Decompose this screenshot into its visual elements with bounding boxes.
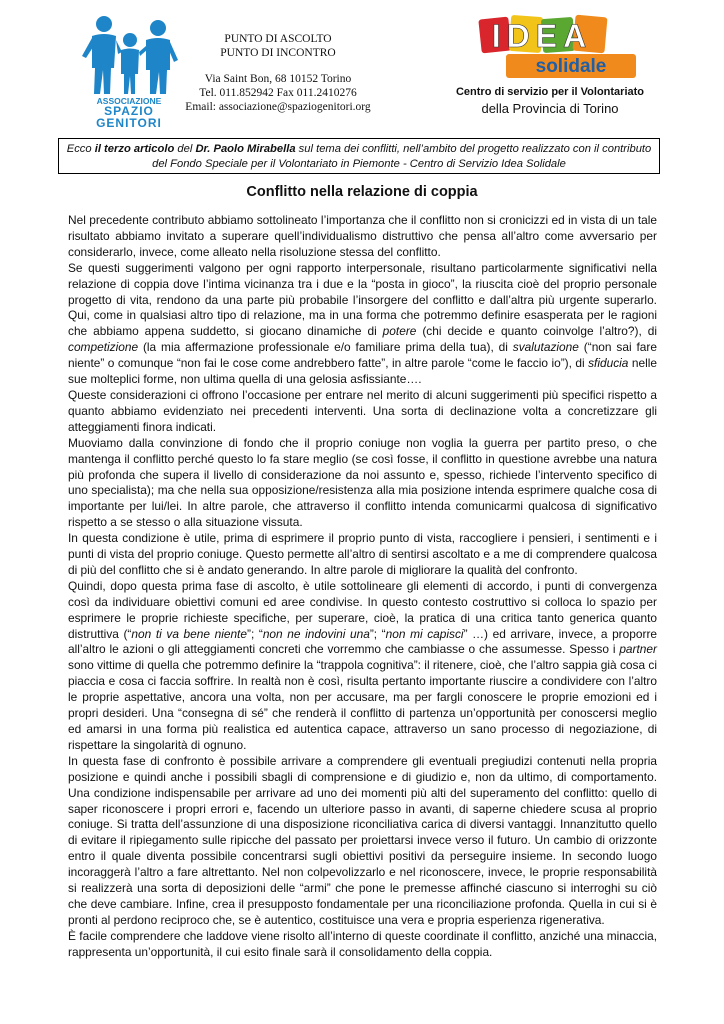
header-centro-servizio: Centro di servizio per il Volontariato <box>455 86 645 98</box>
logo-text-idea: IDEA <box>491 18 593 54</box>
header-line-ascolto: PUNTO DI ASCOLTO <box>224 33 332 45</box>
paragraph-2: Se questi suggerimenti valgono per ogni rapporto interpersonale, risultano particolarmente significativi nella relazione di coppia dove l’intima vicinanza tra i due e la “posta in gioco”, la riuscita cioè del proprio personale progetto di vita, rendono da una parte più probabile l’insorgere del conflitto e dall’altra più urgente superarlo. Qui, come in qualsiasi altro tipo di relazione, ma in una forma che potremmo definire esasperata per le ragioni che abbiamo appena suddetto, si giocano dinamiche di potere (chi decide e quanto coinvolge l’altro?), di competizione (la mia affermazione professionale e/o familiare prima della tua), di svalutazione (“non sai fare niente” o comunque “non fai le cose come andrebbero fatte”, in altre parole “come le faccio io”), di sfiducia nelle sue molteplici forme, non ultima quella di una gelosia asfissiante…. <box>68 260 657 387</box>
article-body <box>68 213 657 961</box>
intro-box <box>58 138 660 174</box>
intro-text: Ecco <box>66 143 95 155</box>
logo-text-solidale: solidale <box>535 56 607 77</box>
header-phone: Tel. 011.852942 Fax 011.2410276 <box>199 87 357 99</box>
spazio-genitori-logo <box>78 10 180 128</box>
idea-solidale-logo <box>478 14 638 80</box>
intro-text: del <box>174 143 196 155</box>
header-address: Via Saint Bon, 68 10152 Torino <box>204 73 352 85</box>
header-line-incontro: PUNTO DI INCONTRO <box>220 47 336 59</box>
intro-article-number: il terzo articolo <box>94 143 175 155</box>
paragraph-3: Queste considerazioni ci offrono l’occasione per entrare nel merito di alcuni suggerimenti più specifici rispetto a quanto abbiamo evidenziato nei precedenti interventi. Una sorta di declinazione volta a concretizzare gli atteggiamenti finora indicati. <box>68 387 657 434</box>
paragraph-7: In questa fase di confronto è possibile arrivare a comprendere gli eventuali pregiudizi contenuti nella propria posizione e quindi anche i possibili sbagli di comprensione e di giudizio e, non da ultimo, di comportamento. Una condizione indispensabile per arrivare ad uno dei momenti più alti del superamento del conflitto: quello di saper riconoscere i propri errori e, facendo un ulteriore passo in avanti, di saperne chiedere scusa al proprio coniuge. Si tratta dell’assunzione di una disposizione riconciliativa carica di diversi vantaggi. Innanzitutto quello di evitare il ripiegamento sulle ripicche del passato per proiettarsi invece verso il futuro. Un cambio di orizzonte entro il quale diventa possibile concentrarsi sugli obiettivi positivi da perseguire insieme. In secondo luogo incoraggerà l’altro a fare altrettanto. Nel non colpevolizzarlo e nel riconoscere, invece, le proprie responsabilità si realizzerà una sorta di deposizioni delle “armi” che pone le premesse affinché ciascuno si interroghi su ciò che deve cambiare. Infine, crea il presupposto fondamentale per una riconciliazione profonda. Quella in cui si è pronti al perdono reciproco che, se è autentico, costituisce una vera e propria esperienza rigenerativa. <box>68 753 657 927</box>
header-contact-block <box>178 32 378 114</box>
intro-author: Dr. Paolo Mirabella <box>195 143 296 155</box>
paragraph-1: Nel precedente contributo abbiamo sottolineato l’importanza che il conflitto non si cronicizzi ed in vista di un tale risultato abbiamo invitato a superare quell’individualismo distruttivo che pensa all’altro come avversario per considerarlo, invece, come alleato nella risoluzione stessa del conflitto. <box>68 213 657 259</box>
paragraph-5: In questa condizione è utile, prima di esprimere il proprio punto di vista, raccogliere i pensieri, i sentimenti e i punti di vista del proprio coniuge. Questo permette all’altro di sentirsi ascoltato e a me di comprendere qualcosa di più del conflitto che si è andato generando. In altre parole di migliorare la qualità del confronto. <box>68 531 657 577</box>
paragraph-4: Muoviamo dalla convinzione di fondo che il proprio coniuge non voglia la guerra per partito preso, o che mantenga il conflitto perché questo lo fa stare meglio (se così fosse, il conflitto in questione avrebbe una natura più profonda che supera il livello di considerazione da noi assunto e, spesso, richiede l’intervento specifico di uno specialista); ma che nella sua opposizione/resistenza alla mia posizione intenda esprimere qualche cosa di importante per lui/lei. In altre parole, che attraverso il conflitto intenda comunicarmi qualcosa di significativo rispetto a se stesso o alla situazione vissuta. <box>68 435 657 530</box>
header-provincia: della Provincia di Torino <box>481 101 619 116</box>
article-title: Conflitto nella relazione di coppia <box>246 184 478 200</box>
intro-text: sul tema dei conflitti, nell’ambito del progetto realizzato con il contributo del Fondo Speciale per il Volontariato in Piemonte - Centro di Servizio Idea Solidale <box>152 143 652 170</box>
logo-text-spazio: SPAZIO <box>104 104 154 118</box>
header-right-block <box>440 84 660 118</box>
header-email: Email: associazione@spaziogenitori.org <box>185 101 371 113</box>
logo-text-associazione: ASSOCIAZIONE <box>96 96 162 106</box>
paragraph-6: Quindi, dopo questa prima fase di ascolto, è utile sottolineare gli elementi di accordo, i punti di convergenza così da individuare obiettivi comuni ed aree condivise. In questo contesto costruttivo si colloca lo spazio per esprimere le proprie richieste specifiche, per superare, cioè, la pratica di una critica tanto generica quanto distruttiva (“non ti va bene niente”; “non ne indovini una”; “non mi capisci” …) ed arrivare, invece, a proporre all’altro le azioni o gli atteggiamenti concreti che vorremmo che cambiasse o che assumesse. Spesso i partner sono vittime di quella che potremmo definire la “trappola cognitiva”: il ritenere, cioè, che l’altro sappia già cosa ci piaccia e cosa ci faccia soffrire. In realtà non è così, risulta pertanto importante riuscire a condividere con l’altro le proprie aspettative, ancora una volta, non per accusare, ma per fargli conoscere le proprie emozioni ed i propri desideri. Una “consegna di sé” che renderà il conflitto di partenza un’opportunità per conoscersi meglio ed amarsi in una forma più realistica ed autentica capace, attraverso un sano processo di negoziazione, di rispettare la singolarità di ognuno. <box>68 578 658 752</box>
logo-text-genitori: GENITORI <box>96 116 162 128</box>
paragraph-8: È facile comprendere che laddove viene risolto all’interno di queste coordinate il conflitto, anziché una minaccia, rappresenta un’opportunità, il cui esito finale sarà il consolidamento della coppia. <box>68 928 657 959</box>
